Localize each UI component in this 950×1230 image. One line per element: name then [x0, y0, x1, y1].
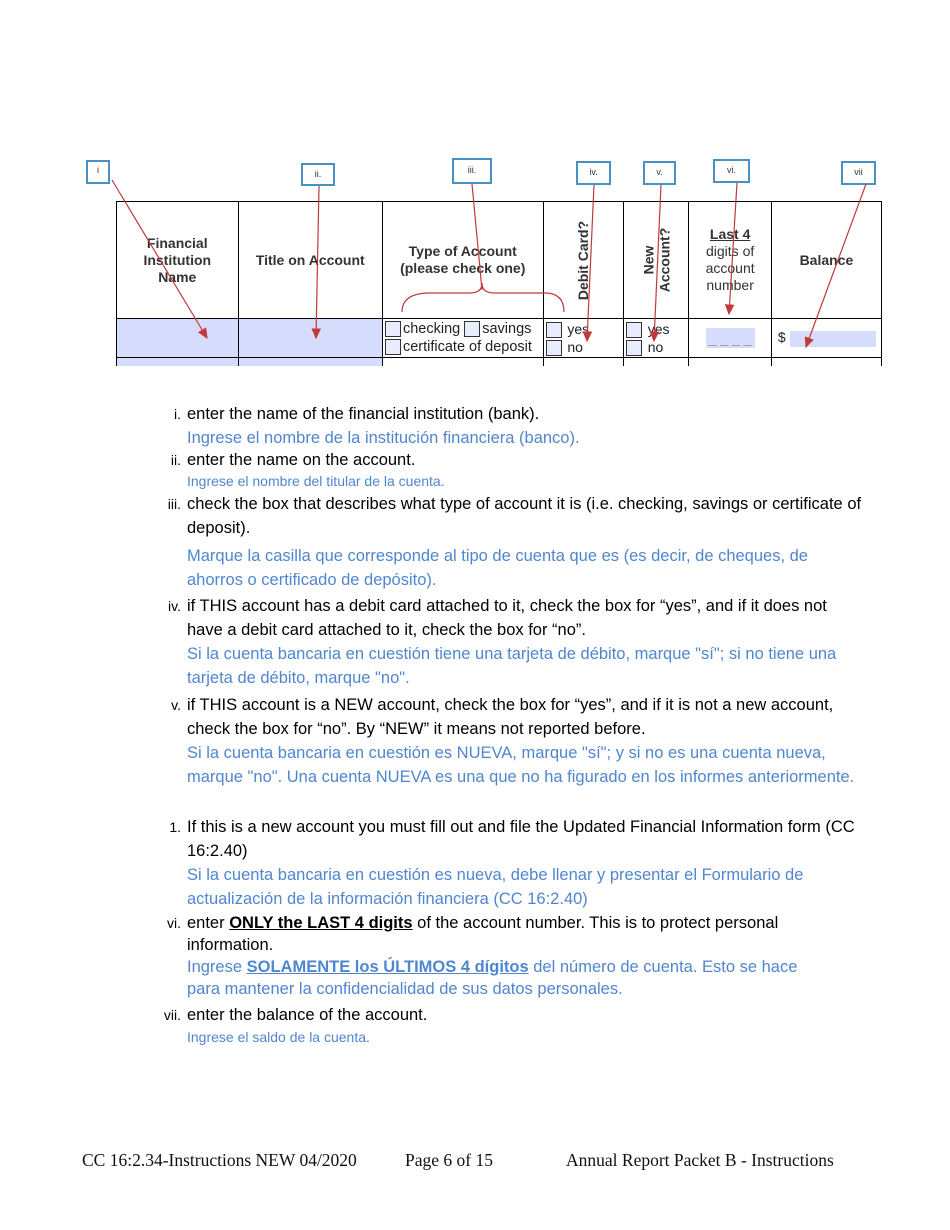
account-type-cell: checking savings certificate of deposit: [382, 319, 543, 358]
arrow-ii: [316, 186, 319, 338]
arrow-v: [654, 185, 661, 341]
new-account-cell: yes no: [623, 319, 689, 358]
footer-packet-title: Annual Report Packet B - Instructions: [566, 1150, 834, 1170]
header-financial-institution: Financial Institution Name: [117, 202, 239, 319]
instruction-ii: ii. enter the name on the account. Ingrese el nombre del titular de la cuenta.: [170, 451, 445, 489]
callout-i: i: [86, 160, 110, 184]
instruction-vii: vii. enter the balance of the account. Ingrese el saldo de la cuenta.: [163, 1006, 428, 1045]
bracket-iii: [402, 283, 564, 312]
header-balance: Balance: [771, 202, 881, 319]
arrow-i: [112, 180, 207, 338]
callout-ii: ii.: [301, 163, 335, 186]
instruction-v: v. if THIS account is a NEW account, check the box for “yes”, and if it is not a new account, check the box for “no”. By “NEW” it means not reported before. Si la cuenta bancaria en cuestión es NUEVA, marque "sí"; y si no es una cuenta nueva, marque "no". Una cuenta NUEVA es una que no ha figurado en los informes anteriormente.: [171, 696, 855, 786]
callout-vii: vii: [841, 161, 876, 185]
debit-card-cell: yes no: [543, 319, 623, 358]
arrow-iv: [587, 185, 594, 341]
callout-v: v.: [643, 161, 676, 185]
instruction-i: i. enter the name of the financial institution (bank). Ingrese el nombre de la institución financiera (banco).: [174, 405, 580, 447]
instruction-iv: iv. if THIS account has a debit card attached to it, check the box for “yes”, and if it does not have a debit card attached to it, check the box for “no”. Si la cuenta bancaria en cuestión tiene una tarjeta de débito, marque "sí"; si no tiene una tarjeta de débito, marque "no".: [168, 597, 837, 687]
header-last4: Last 4 digits of account number: [689, 202, 771, 319]
header-new-account: New Account?: [623, 202, 689, 319]
arrow-vi: [729, 183, 737, 314]
header-type-of-account: Type of Account (please check one): [382, 202, 543, 319]
currency-symbol: $: [777, 329, 786, 346]
arrow-vii: [806, 184, 866, 347]
instruction-1: 1. If this is a new account you must fill out and file the Updated Financial Information form (CC 16:2.40) Si la cuenta bancaria en cuestión es nueva, debe llenar y presentar el Formulario de actualización de la información financiera (CC 16:2.40): [169, 818, 855, 908]
callout-vi: vi.: [713, 159, 750, 183]
last4-field[interactable]: _ _ _ _: [706, 328, 755, 348]
instruction-vi: vi. enter ONLY the LAST 4 digits of the account number. This is to protect personal information. Ingrese SOLAMENTE los ÚLTIMOS 4 dígitos del número de cuenta. Esto se hace para mantener la confidencialidad de sus datos personales.: [167, 914, 798, 998]
header-debit-card: Debit Card?: [543, 202, 623, 319]
arrow-iii-stem: [472, 184, 482, 290]
instruction-iii: iii. check the box that describes what type of account it is (i.e. checking, savings or certificate of deposit). Marque la casilla que corresponde al tipo de cuenta que es (es decir, de cheques, de ahorros o certificado de depósito).: [167, 495, 862, 589]
footer-form-id: CC 16:2.34-Instructions NEW 04/2020: [82, 1150, 357, 1170]
callout-iii: iii.: [452, 158, 492, 184]
header-title-on-account: Title on Account: [238, 202, 382, 319]
callout-iv: iv.: [576, 161, 611, 185]
footer-page-number: Page 6 of 15: [405, 1150, 493, 1170]
callout-arrows: [0, 0, 950, 400]
